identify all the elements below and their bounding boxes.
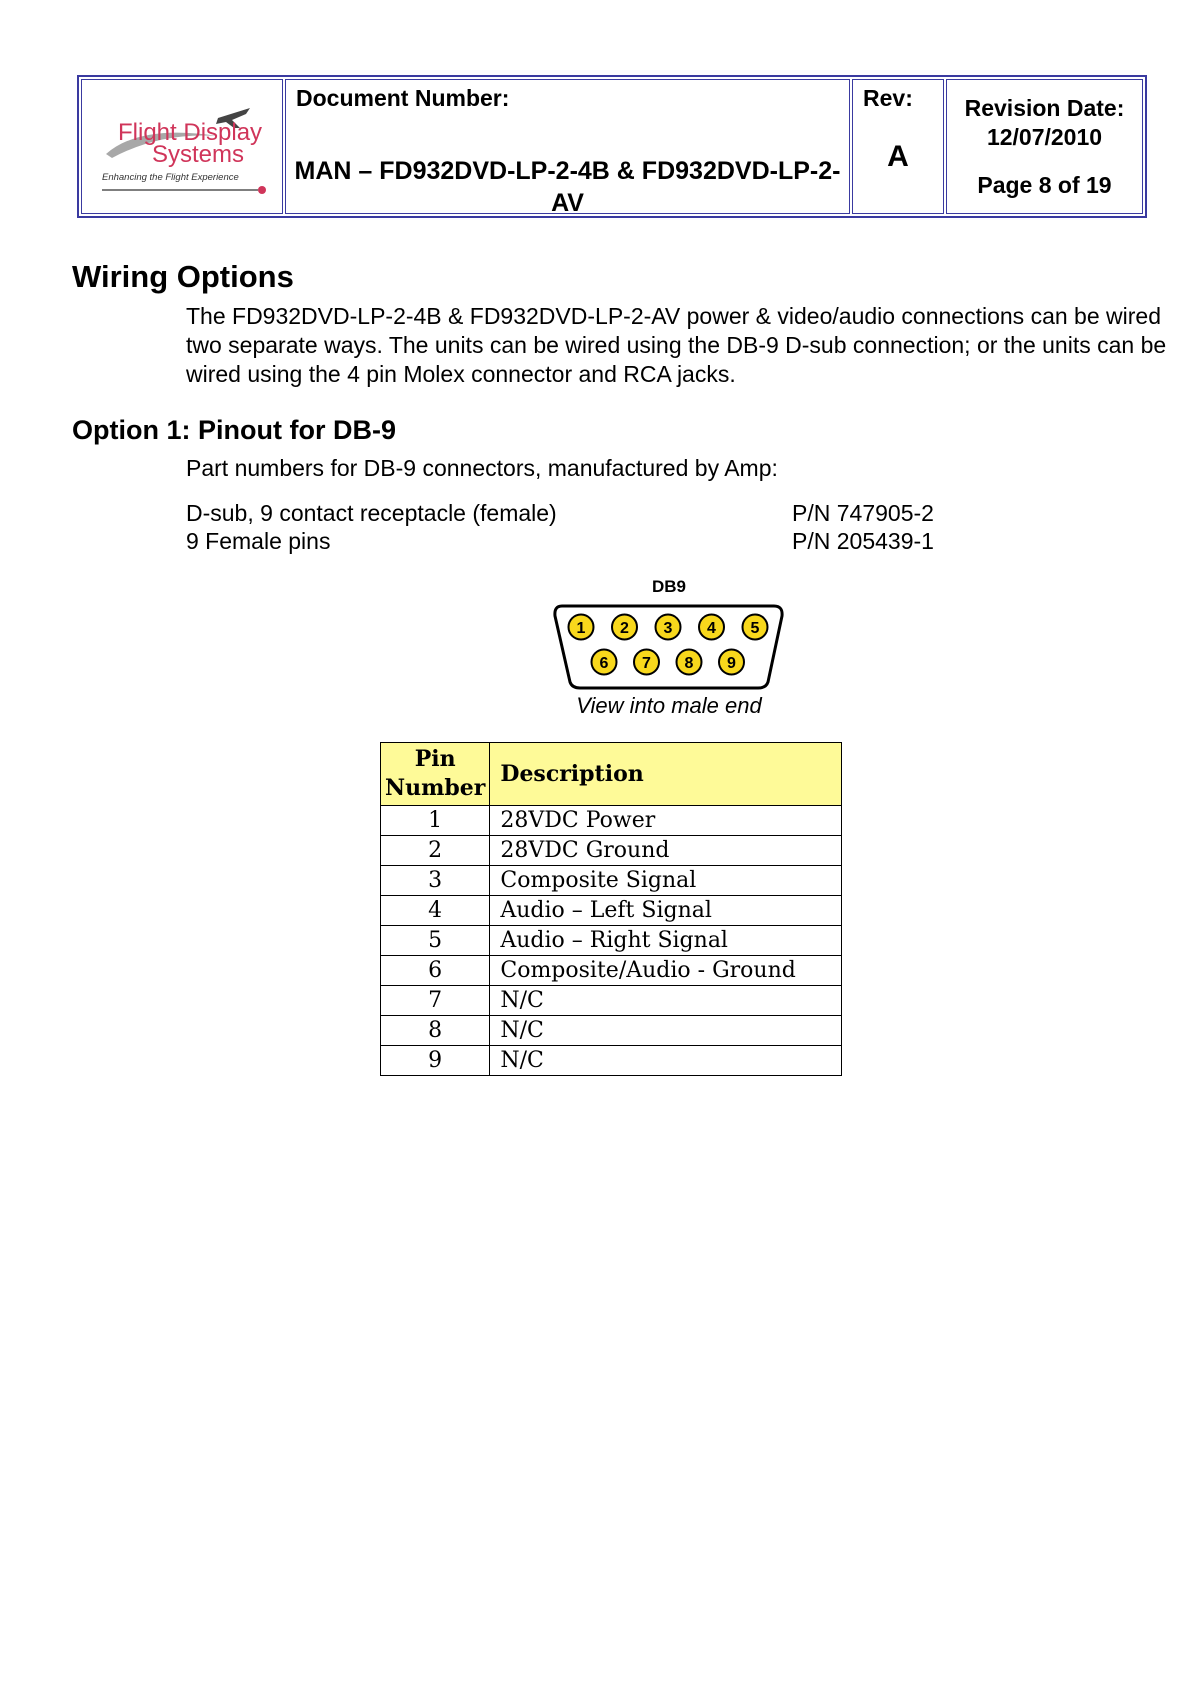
part-row [186, 528, 986, 555]
table-row [381, 806, 842, 836]
revision-cell [852, 79, 944, 214]
table-row [381, 866, 842, 896]
part-row [186, 500, 986, 527]
revision-date-cell [946, 79, 1143, 214]
pin-number: 8 [381, 1016, 490, 1046]
db9-caption: View into male end [576, 693, 762, 718]
pin-number: 6 [381, 956, 490, 986]
pin-number: 5 [381, 926, 490, 956]
db9-pin-label: 1 [576, 620, 586, 637]
part-number: P/N 205439-1 [792, 528, 934, 554]
header-pin-number: Pin Number [381, 743, 490, 806]
db9-pin [677, 650, 702, 675]
pin-description: Composite/Audio - Ground [490, 956, 842, 986]
pin-table [380, 742, 842, 1076]
pin-number: 9 [381, 1046, 490, 1076]
pin-description: Audio – Left Signal [490, 896, 842, 926]
db9-pin-label: 6 [599, 655, 609, 672]
revision-date: Revision Date: 12/07/2010 [964, 95, 1125, 150]
page-number: Page 8 of 19 [977, 172, 1112, 198]
table-row [381, 896, 842, 926]
table-row [381, 836, 842, 866]
db9-pin-label: 2 [620, 620, 629, 637]
document-number-cell [285, 79, 850, 217]
db9-title: DB9 [651, 577, 687, 596]
table-row [381, 1016, 842, 1046]
logo-line2: Systems [152, 141, 245, 168]
db9-pin [743, 615, 768, 640]
table-row [381, 956, 842, 986]
db9-pin-label: 7 [642, 655, 651, 672]
pin-description: N/C [490, 1046, 842, 1076]
header-description: Description [490, 743, 842, 806]
db9-pin-label: 5 [750, 620, 760, 637]
pin-description: Audio – Right Signal [490, 926, 842, 956]
part-name: D-sub, 9 contact receptacle (female) [186, 500, 557, 526]
option-title: Option 1: Pinout for DB-9 [72, 415, 396, 445]
document-header [77, 75, 1147, 218]
pin-table-header-row [381, 743, 842, 806]
document-number: MAN – FD932DVD-LP-2-4B & FD932DVD-LP-2-AV [294, 157, 841, 217]
pin-description: Composite Signal [490, 866, 842, 896]
logo-cell [81, 79, 283, 214]
db9-pin [612, 615, 637, 640]
parts-intro: Part numbers for DB-9 connectors, manufactured by Amp: [186, 455, 778, 481]
table-row [381, 926, 842, 956]
logo-line1: Flight Display [118, 119, 263, 146]
document-number-label: Document Number: [296, 85, 510, 111]
pin-description: 28VDC Ground [490, 836, 842, 866]
db9-pin [634, 650, 659, 675]
company-logo [100, 106, 270, 196]
db9-pin-label: 3 [663, 620, 673, 637]
intro-paragraph: The FD932DVD-LP-2-4B & FD932DVD-LP-2-AV power & video/audio connections can be wired two separate ways. The units can be wired using the DB-9 D-sub connection; or the units can be wired using the 4 pin Molex connector and RCA jacks. [186, 303, 1167, 387]
db9-pin [656, 615, 681, 640]
db9-diagram [548, 572, 788, 722]
logo-tagline: Enhancing the Flight Experience [102, 172, 239, 183]
pin-number: 2 [381, 836, 490, 866]
part-number: P/N 747905-2 [792, 500, 934, 526]
rev-label: Rev: [863, 85, 913, 111]
db9-pin [699, 615, 724, 640]
rev-value: A [887, 140, 909, 173]
pin-number: 3 [381, 866, 490, 896]
pin-description: 28VDC Power [490, 806, 842, 836]
db9-pin-label: 8 [684, 655, 694, 672]
pin-number: 7 [381, 986, 490, 1016]
table-row [381, 1046, 842, 1076]
section-title: Wiring Options [72, 259, 294, 294]
pin-number: 4 [381, 896, 490, 926]
db9-pin [569, 615, 594, 640]
pin-description: N/C [490, 1016, 842, 1046]
db9-pin-label: 4 [707, 620, 716, 637]
table-row [381, 986, 842, 1016]
pin-number: 1 [381, 806, 490, 836]
part-name: 9 Female pins [186, 528, 331, 554]
pin-description: N/C [490, 986, 842, 1016]
db9-pin [719, 650, 744, 675]
db9-pin-label: 9 [727, 655, 736, 672]
db9-pin [592, 650, 617, 675]
